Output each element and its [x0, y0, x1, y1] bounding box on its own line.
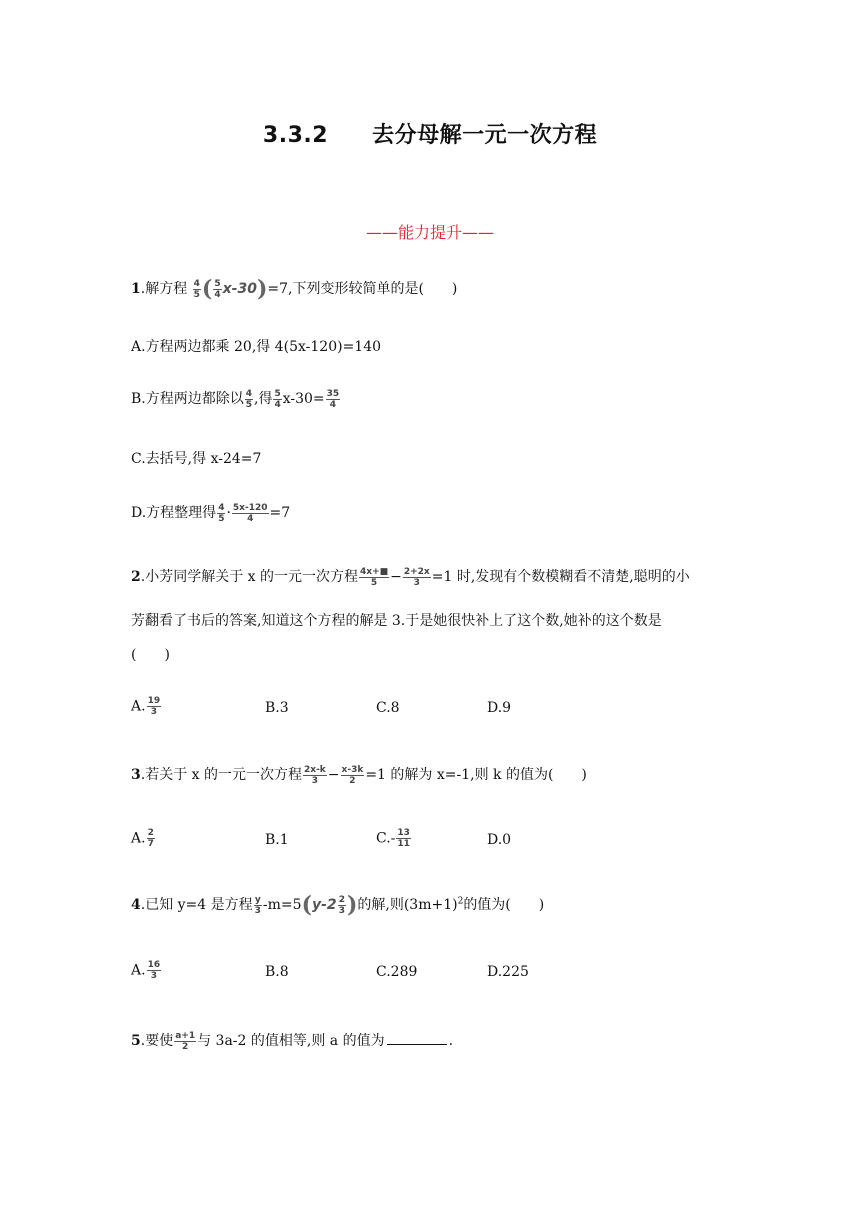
- question-1: 1.解方程 $\frac{4}{5}$ ( $\frac{5}{4}$ x-30)=7,下列变形较简单的是( ): [131, 276, 458, 302]
- fraction: $\frac{2}{7}$: [147, 828, 154, 849]
- q2-option-b: B.3: [265, 700, 289, 716]
- question-3: 3.若关于 x 的一元一次方程 $\frac{2x-k}{3}$ − $\frac{x-3k}{2}$ =1 的解为 x=-1,则 k 的值为( ): [131, 764, 587, 786]
- page-title: [0, 118, 860, 149]
- title-number: 3.3.2: [262, 123, 329, 148]
- q1-option-c: C.去括号,得 x-24=7: [131, 451, 262, 467]
- section-heading: ——能力提升——: [365, 223, 494, 242]
- answer-blank[interactable]: [387, 1032, 447, 1045]
- fraction: $\frac{35}{4}$: [326, 388, 340, 410]
- right-paren: ): [256, 276, 268, 302]
- right-paren: ): [346, 892, 358, 918]
- fraction: $\frac{19}{3}$: [147, 696, 161, 717]
- fraction: $\frac{4}{5}$: [245, 388, 253, 410]
- q3-option-b: B.1: [265, 832, 289, 848]
- fraction: $\frac{16}{3}$: [147, 960, 161, 981]
- fraction: $\frac{4}{5}$: [193, 278, 200, 300]
- fraction: $\frac{x-3k}{2}$: [341, 764, 364, 786]
- left-paren: (: [201, 276, 213, 302]
- fraction: $\frac{a+1}{2}$: [175, 1030, 196, 1052]
- question-number: 5: [131, 1033, 141, 1049]
- q4-option-d: D.225: [487, 964, 529, 980]
- question-2-line-3: ( ): [131, 647, 170, 663]
- question-4: 4.已知 y=4 是方程 $\frac{y}{3}$ -m=5(y-2 $\frac{2}{3}$ )的解,则$(3m+1)^2$的值为( ): [131, 892, 545, 918]
- q4-option-b: B.8: [265, 964, 289, 980]
- question-5: 5.要使 $\frac{a+1}{2}$ 与 3a-2 的值相等,则 a 的值为 .: [131, 1030, 454, 1052]
- question-number: 3: [131, 767, 141, 783]
- fraction: $\frac{13}{11}$: [397, 828, 410, 849]
- math-expression: x-30: [222, 281, 257, 297]
- title-text: 去分母解一元一次方程: [372, 123, 598, 148]
- q1-option-a: A.方程两边都乘 20,得 4(5x-120)=140: [131, 339, 382, 355]
- question-2-line-2: 芳翻看了书后的答案,知道这个方程的解是 3.于是她很快补上了这个数,她补的这个数是: [131, 613, 662, 629]
- q2-option-a: A. $\frac{19}{3}$: [131, 696, 161, 717]
- math-expression: y-2: [312, 897, 337, 913]
- q3-option-d: D.0: [487, 832, 512, 848]
- left-paren: (: [301, 892, 312, 918]
- question-2: 2.小芳同学解关于 x 的一元一次方程 $\frac{4x+■}{5}$ − $\frac{2+2x}{3}$ =1 时,发现有个数模糊看不清楚,聪明的小: [131, 566, 690, 588]
- q4-option-c: C.289: [376, 964, 418, 980]
- q4-option-a: A. $\frac{16}{3}$: [131, 960, 161, 981]
- q2-option-d: D.9: [487, 700, 512, 716]
- fraction: $\frac{5}{4}$: [274, 388, 281, 410]
- question-number: 1: [131, 281, 141, 297]
- q1-option-b: B.方程两边都除以 $\frac{4}{5}$ ,得 $\frac{5}{4}$ x-30= $\frac{35}{4}$: [131, 388, 340, 410]
- question-number: 4: [131, 897, 141, 913]
- question-number: 2: [131, 569, 141, 585]
- fraction: $\frac{4}{5}$: [218, 502, 225, 524]
- q3-option-a: A. $\frac{2}{7}$: [131, 828, 154, 849]
- fraction: $\frac{y}{3}$: [254, 894, 261, 916]
- fraction: $\frac{5x-120}{4}$: [232, 502, 268, 524]
- fraction: $\frac{5}{4}$: [214, 278, 221, 300]
- q2-option-c: C.8: [376, 700, 400, 716]
- fraction: $\frac{2}{3}$: [338, 894, 345, 916]
- fraction: $\frac{4x+■}{5}$: [360, 566, 389, 588]
- fraction: $\frac{2x-k}{3}$: [304, 764, 326, 786]
- q3-option-c: C.- $\frac{13}{11}$: [376, 828, 410, 849]
- fraction: $\frac{2+2x}{3}$: [403, 566, 430, 588]
- q1-option-d: D.方程整理得 $\frac{4}{5}$ · $\frac{5x-120}{4}$ =7: [131, 502, 291, 524]
